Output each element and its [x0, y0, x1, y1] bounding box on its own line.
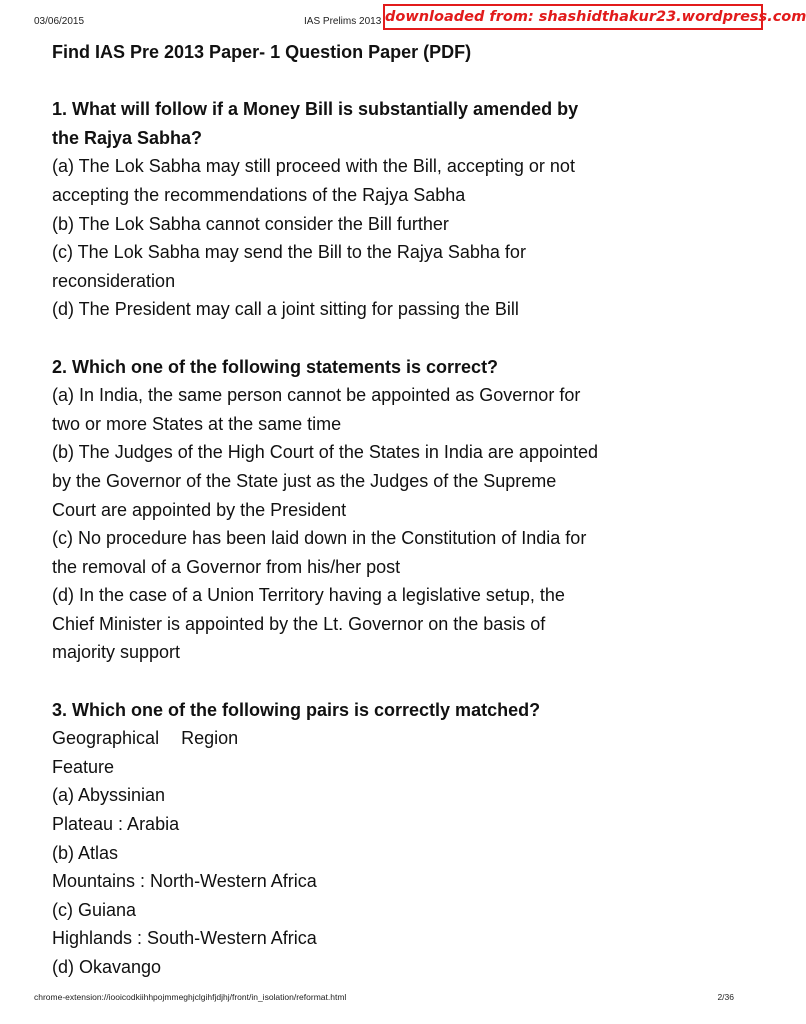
option-line: by the Governor of the State just as the Judges of the Supreme — [52, 470, 557, 491]
option-line: the removal of a Governor from his/her post — [52, 556, 401, 577]
option-line: (a) In India, the same person cannot be appointed as Governor for — [52, 385, 581, 406]
print-title: IAS Prelims 2013 — [304, 16, 382, 27]
document-body — [52, 38, 732, 1010]
footer-url: chrome-extension://iooicodkiihhpojmmeghjclgihfjdjhj/front/in_isolation/reformat.html — [34, 992, 347, 1002]
option-line: Court are appointed by the President — [52, 499, 347, 520]
document-title: Find IAS Pre 2013 Paper- 1 Question Paper (PDF) — [52, 42, 472, 62]
question-3 — [52, 696, 732, 982]
option-line: (c) No procedure has been laid down in the Constitution of India for — [52, 528, 587, 549]
option-line: Highlands : South-Western Africa — [52, 928, 317, 949]
print-date: 03/06/2015 — [34, 16, 85, 27]
option-line: (a) The Lok Sabha may still proceed with the Bill, accepting or not — [52, 156, 575, 177]
download-watermark: downloaded from: shashidthakur23.wordpress.com — [383, 4, 763, 30]
option-line: reconsideration — [52, 270, 176, 291]
option-line: Chief Minister is appointed by the Lt. Governor on the basis of — [52, 613, 546, 634]
option-line: (a) Abyssinian — [52, 785, 166, 806]
option-line: (b) The Lok Sabha cannot consider the Bill further — [52, 213, 449, 234]
option-line: Feature — [52, 756, 115, 777]
match-table-header — [52, 724, 732, 753]
option-line: (d) Okavango — [52, 957, 162, 977]
option-line: (c) The Lok Sabha may send the Bill to the Rajya Sabha for — [52, 242, 526, 263]
option-line: (d) The President may call a joint sitting for passing the Bill — [52, 299, 519, 320]
option-line: accepting the recommendations of the Rajya Sabha — [52, 184, 466, 205]
column-header-feature: Geographical — [52, 728, 160, 749]
question-2 — [52, 353, 732, 668]
page-number: 2/36 — [717, 992, 734, 1002]
question-1 — [52, 95, 732, 324]
option-line: two or more States at the same time — [52, 413, 342, 434]
question-text: 2. Which one of the following statements is correct? — [52, 356, 499, 377]
question-text: the Rajya Sabha? — [52, 127, 203, 148]
column-header-region: Region — [181, 728, 239, 749]
question-text: 3. Which one of the following pairs is correctly matched? — [52, 699, 541, 720]
question-text: 1. What will follow if a Money Bill is substantially amended by — [52, 99, 579, 120]
option-line: (d) In the case of a Union Territory having a legislative setup, the — [52, 585, 565, 606]
option-line: majority support — [52, 642, 181, 663]
option-line: (b) Atlas — [52, 842, 119, 863]
option-line: (c) Guiana — [52, 899, 137, 920]
print-footer — [34, 992, 738, 1004]
option-line: Plateau : Arabia — [52, 814, 180, 835]
option-line: Mountains : North-Western Africa — [52, 871, 317, 892]
option-line: (b) The Judges of the High Court of the States in India are appointed — [52, 442, 599, 463]
